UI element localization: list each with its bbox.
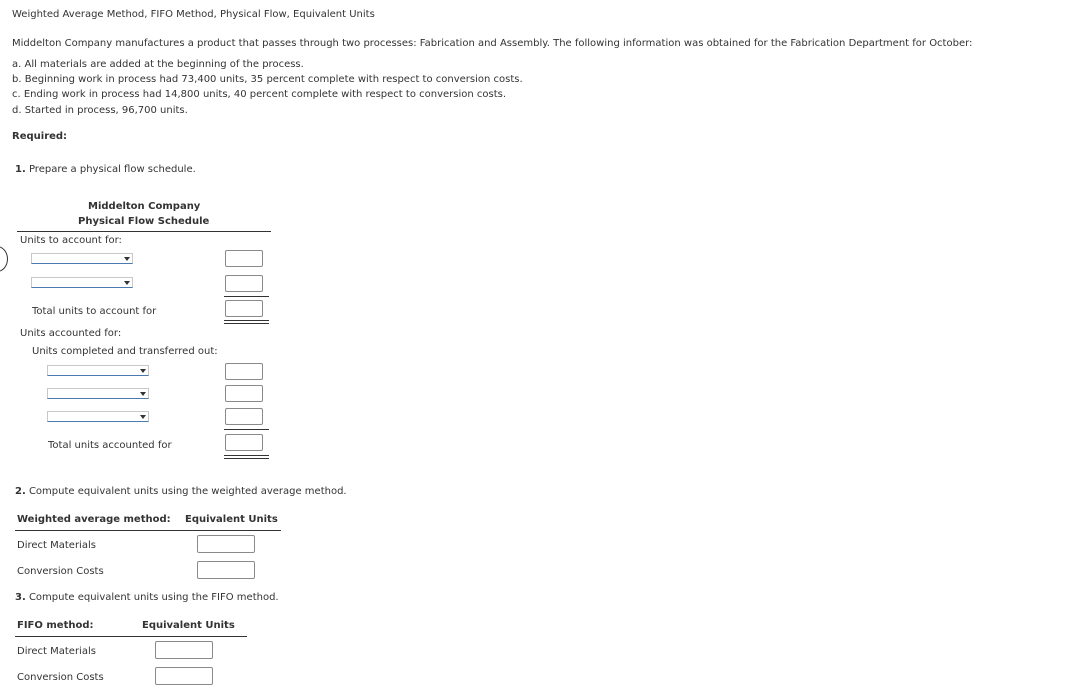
- part2-question: [15, 486, 347, 497]
- part3-question: [15, 592, 279, 603]
- units-accounted-input-2[interactable]: [225, 385, 263, 402]
- page-title: Weighted Average Method, FIFO Method, Physical Flow, Equivalent Units: [12, 9, 375, 20]
- units-accounted-input-3[interactable]: [225, 408, 263, 425]
- required-label: Required:: [12, 131, 68, 142]
- fact-c: c. Ending work in process had 14,800 units, 40 percent complete with respect to conversion costs.: [12, 89, 507, 100]
- units-accounted-dropdown-2[interactable]: [47, 388, 149, 399]
- part2-number: 2.: [15, 486, 26, 497]
- fifo-method-label: FIFO method:: [17, 620, 94, 631]
- schedule-header-rule: [17, 231, 271, 232]
- units-accounted-input-1[interactable]: [225, 363, 263, 380]
- fifo-conversion-costs-input[interactable]: [155, 667, 213, 685]
- part2-text: Compute equivalent units using the weighted average method.: [25, 486, 347, 497]
- units-to-account-label: Units to account for:: [20, 235, 122, 246]
- part3-text: Compute equivalent units using the FIFO method.: [25, 592, 279, 603]
- total-double-rule-2: [224, 455, 269, 459]
- weighted-direct-materials-input[interactable]: [197, 535, 255, 553]
- weighted-conversion-costs-label: Conversion Costs: [17, 566, 104, 577]
- fifo-header-rule: [15, 636, 247, 637]
- units-to-account-input-1[interactable]: [225, 250, 263, 267]
- units-to-account-dropdown-2[interactable]: [31, 277, 133, 288]
- part1-question: [15, 164, 196, 175]
- weighted-method-label: Weighted average method:: [17, 514, 171, 525]
- schedule-title: Physical Flow Schedule: [78, 216, 210, 227]
- units-accounted-dropdown-3[interactable]: [47, 411, 149, 422]
- subtotal-rule-1: [224, 296, 269, 297]
- chevron-down-icon: [140, 415, 146, 419]
- fact-b: b. Beginning work in process had 73,400 units, 35 percent complete with respect to conversion costs.: [12, 74, 523, 85]
- fact-d: d. Started in process, 96,700 units.: [12, 105, 188, 116]
- fact-a: a. All materials are added at the beginning of the process.: [12, 59, 304, 70]
- chevron-down-icon: [124, 257, 130, 261]
- intro-text: Middelton Company manufactures a product that passes through two processes: Fabrication and Assembly. The following information was obtained for the Fabrication Department for October:: [12, 38, 973, 49]
- units-to-account-input-2[interactable]: [225, 275, 263, 292]
- total-double-rule-1: [224, 320, 269, 324]
- fifo-direct-materials-label: Direct Materials: [17, 646, 96, 657]
- fifo-col-header: Equivalent Units: [142, 620, 235, 631]
- total-units-to-account-label: Total units to account for: [32, 306, 157, 317]
- schedule-company: Middelton Company: [88, 201, 201, 212]
- scroll-edge-marker: [0, 246, 8, 272]
- fifo-conversion-costs-label: Conversion Costs: [17, 672, 104, 683]
- subtotal-rule-2: [224, 429, 269, 430]
- chevron-down-icon: [140, 392, 146, 396]
- weighted-direct-materials-label: Direct Materials: [17, 540, 96, 551]
- weighted-header-rule: [15, 530, 281, 531]
- part1-text: Prepare a physical flow schedule.: [25, 164, 196, 175]
- fifo-direct-materials-input[interactable]: [155, 641, 213, 659]
- total-units-accounted-input[interactable]: [225, 434, 263, 451]
- units-completed-label: Units completed and transferred out:: [32, 346, 218, 357]
- chevron-down-icon: [124, 281, 130, 285]
- part1-number: 1.: [15, 164, 26, 175]
- units-to-account-dropdown-1[interactable]: [31, 253, 133, 264]
- units-accounted-label: Units accounted for:: [20, 328, 122, 339]
- chevron-down-icon: [140, 369, 146, 373]
- total-units-accounted-label: Total units accounted for: [48, 440, 172, 451]
- weighted-conversion-costs-input[interactable]: [197, 561, 255, 579]
- units-accounted-dropdown-1[interactable]: [47, 365, 149, 376]
- part3-number: 3.: [15, 592, 26, 603]
- weighted-col-header: Equivalent Units: [185, 514, 278, 525]
- total-units-to-account-input[interactable]: [225, 300, 263, 317]
